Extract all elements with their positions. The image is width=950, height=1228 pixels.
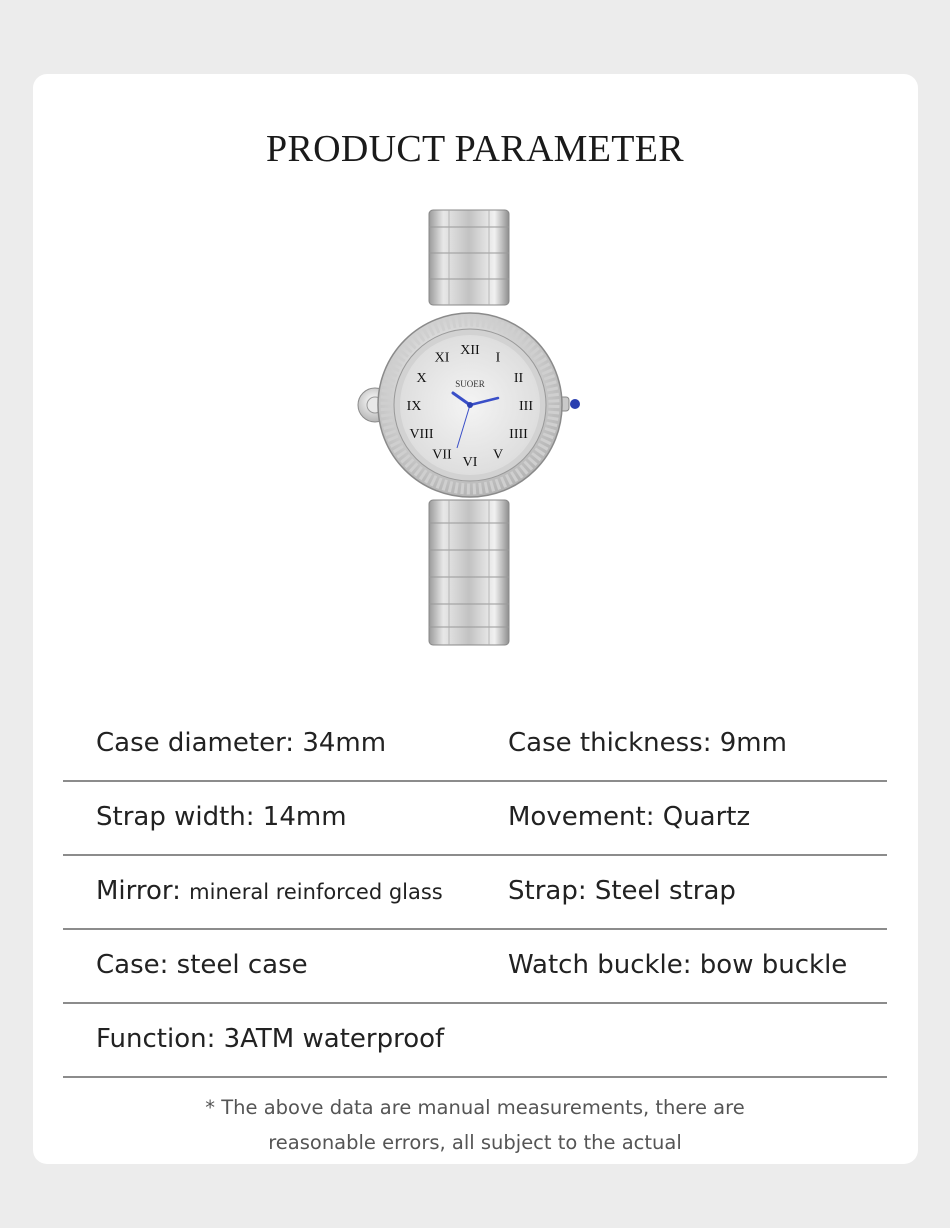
case-material: Case: steel case — [96, 950, 308, 980]
case-diameter: Case diameter: 34mm — [96, 728, 387, 758]
numeral-viii: VIII — [409, 427, 434, 442]
mirror-label: Mirror: — [96, 876, 190, 906]
watch-image — [345, 205, 595, 650]
watch-buckle: Watch buckle: bow buckle — [508, 950, 848, 980]
numeral-xi: XI — [434, 350, 450, 366]
param-row — [63, 708, 887, 782]
numeral-x: X — [416, 371, 427, 386]
numeral-i: I — [495, 350, 501, 366]
function: Function: 3ATM waterproof — [96, 1024, 445, 1054]
lower-strap — [429, 500, 509, 645]
numeral-ix: IX — [406, 399, 422, 414]
upper-strap — [429, 210, 509, 305]
param-row — [63, 930, 887, 1004]
mirror — [96, 876, 443, 906]
numeral-ii: II — [513, 371, 524, 386]
numeral-v: V — [492, 447, 504, 463]
numeral-vi: VI — [462, 455, 478, 470]
strap-width: Strap width: 14mm — [96, 802, 347, 832]
parameter-table — [63, 708, 887, 1078]
page-title: PRODUCT PARAMETER — [266, 128, 684, 170]
brand-logo: SUOER — [455, 379, 485, 389]
numeral-iii: III — [519, 399, 533, 414]
param-row — [63, 782, 887, 856]
case-thickness: Case thickness: 9mm — [508, 728, 787, 758]
numeral-iiii: IIII — [509, 427, 528, 442]
movement: Movement: Quartz — [508, 802, 751, 832]
numeral-vii: VII — [432, 447, 452, 463]
mirror-value: mineral reinforced glass — [189, 880, 443, 904]
strap: Strap: Steel strap — [508, 876, 736, 906]
numeral-xii: XII — [460, 343, 480, 358]
param-row — [63, 856, 887, 930]
param-row — [63, 1004, 887, 1078]
crown-cabochon — [570, 399, 580, 409]
note-line-1: * The above data are manual measurements, there are — [205, 1096, 745, 1119]
note-line-2: reasonable errors, all subject to the actual — [268, 1131, 682, 1154]
disclaimer-note — [0, 1090, 950, 1160]
